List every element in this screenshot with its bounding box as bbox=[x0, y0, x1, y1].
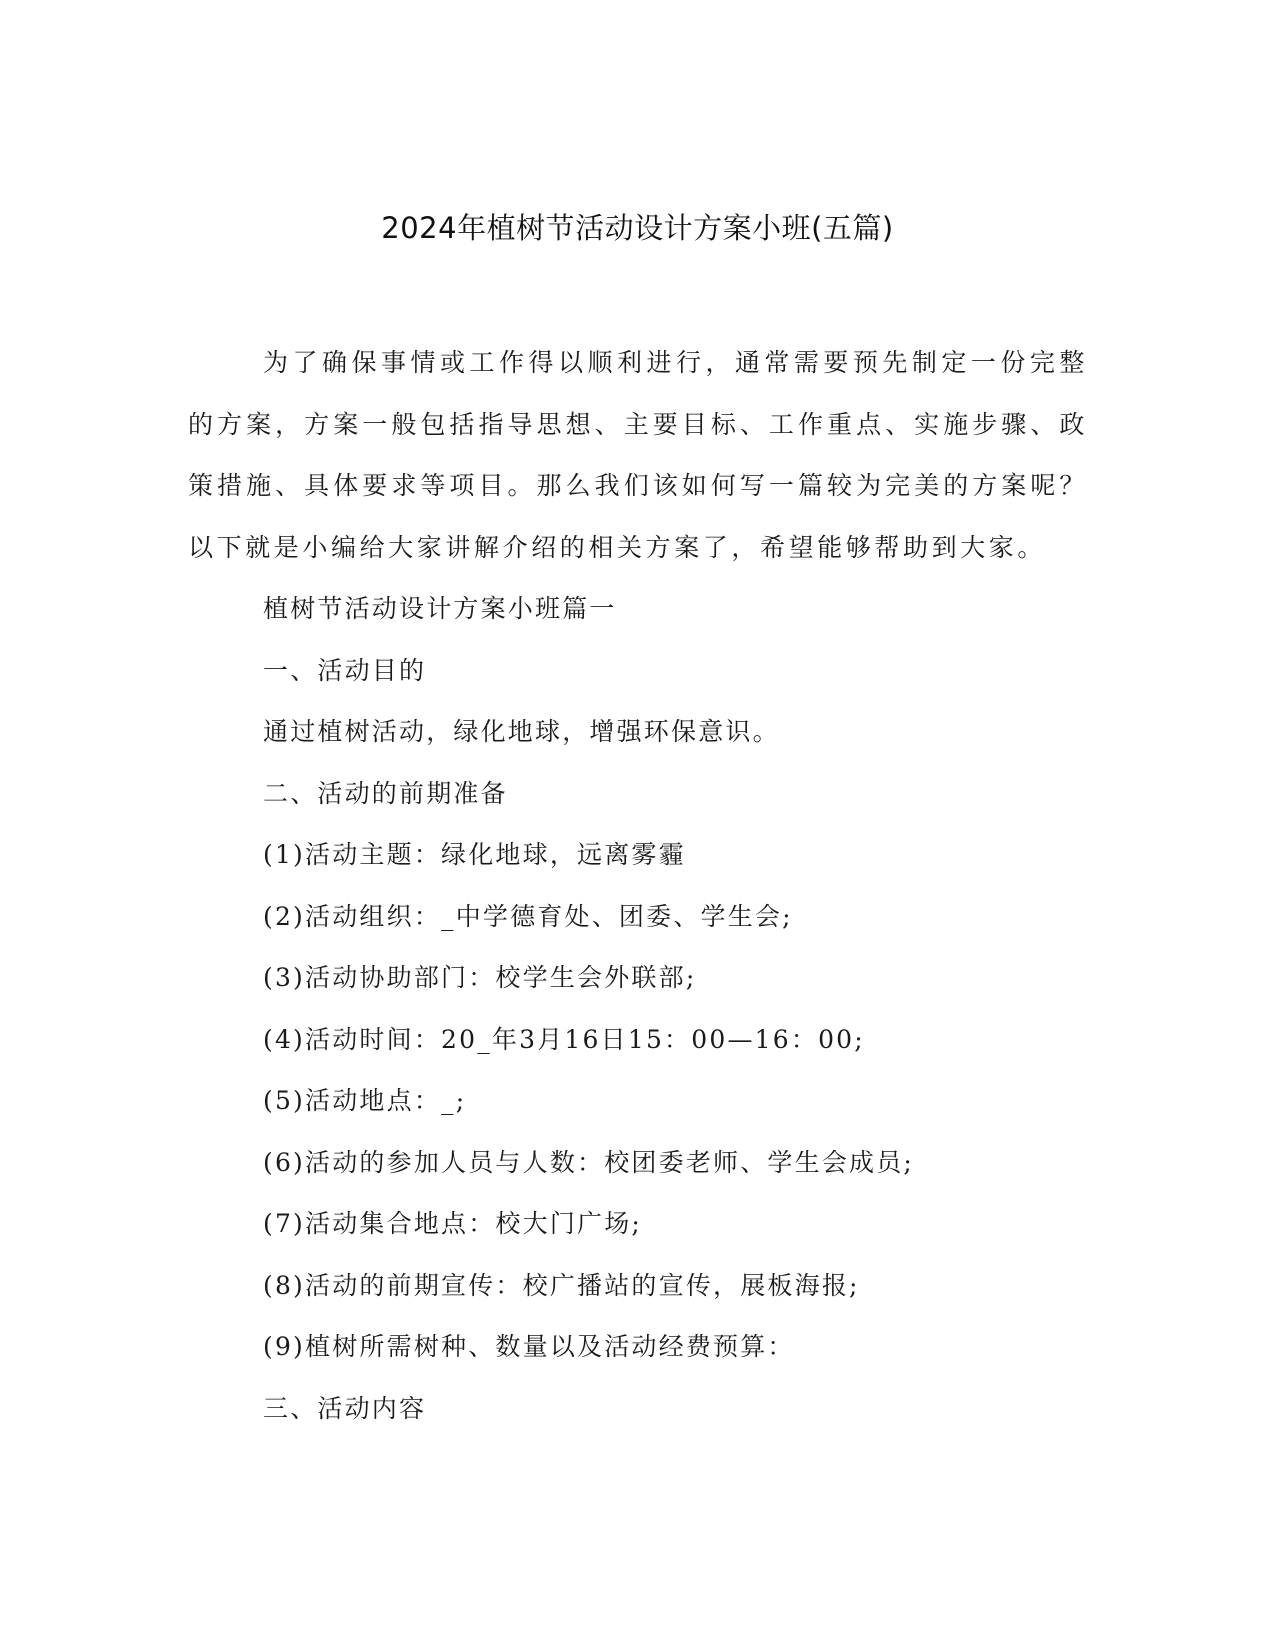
list-item-meeting-point: (7)活动集合地点：校大门广场; bbox=[263, 1209, 643, 1238]
section-heading-part-one: 植树节活动设计方案小班篇一 bbox=[263, 594, 617, 623]
list-item-publicity: (8)活动的前期宣传：校广播站的宣传，展板海报; bbox=[263, 1270, 860, 1300]
list-item-time: (4)活动时间：20_年3月16日15：00—16：00; bbox=[263, 1024, 865, 1054]
list-item-participants: (6)活动的参加人员与人数：校团委老师、学生会成员; bbox=[263, 1147, 915, 1177]
text-activity-purpose: 通过植树活动，绿化地球，增强环保意识。 bbox=[263, 717, 780, 746]
intro-paragraph: 为了确保事情或工作得以顺利进行，通常需要预先制定一份完整的方案，方案一般包括指导思想、主要目标、工作重点、实施步骤、政策措施、具体要求等项目。那么我们该如何写一篇较为完美的方案呢？以下就是小编给大家讲解介绍的相关方案了，希望能够帮助到大家。 bbox=[188, 348, 1088, 562]
list-item-budget: (9)植树所需树种、数量以及活动经费预算： bbox=[263, 1332, 795, 1361]
heading-preparation: 二、活动的前期准备 bbox=[263, 778, 508, 808]
heading-activity-purpose: 一、活动目的 bbox=[263, 655, 427, 685]
list-item-organizer: (2)活动组织：_中学德育处、团委、学生会; bbox=[263, 901, 793, 931]
document-body bbox=[188, 332, 1088, 1439]
list-item-theme: (1)活动主题：绿化地球，远离雾霾 bbox=[263, 840, 686, 869]
list-item-assisting-dept: (3)活动协助部门：校学生会外联部; bbox=[263, 963, 697, 992]
heading-activity-content: 三、活动内容 bbox=[263, 1393, 427, 1423]
document-title: 2024年植树节活动设计方案小班(五篇) bbox=[381, 211, 894, 245]
list-item-location: (5)活动地点：_; bbox=[263, 1086, 467, 1115]
